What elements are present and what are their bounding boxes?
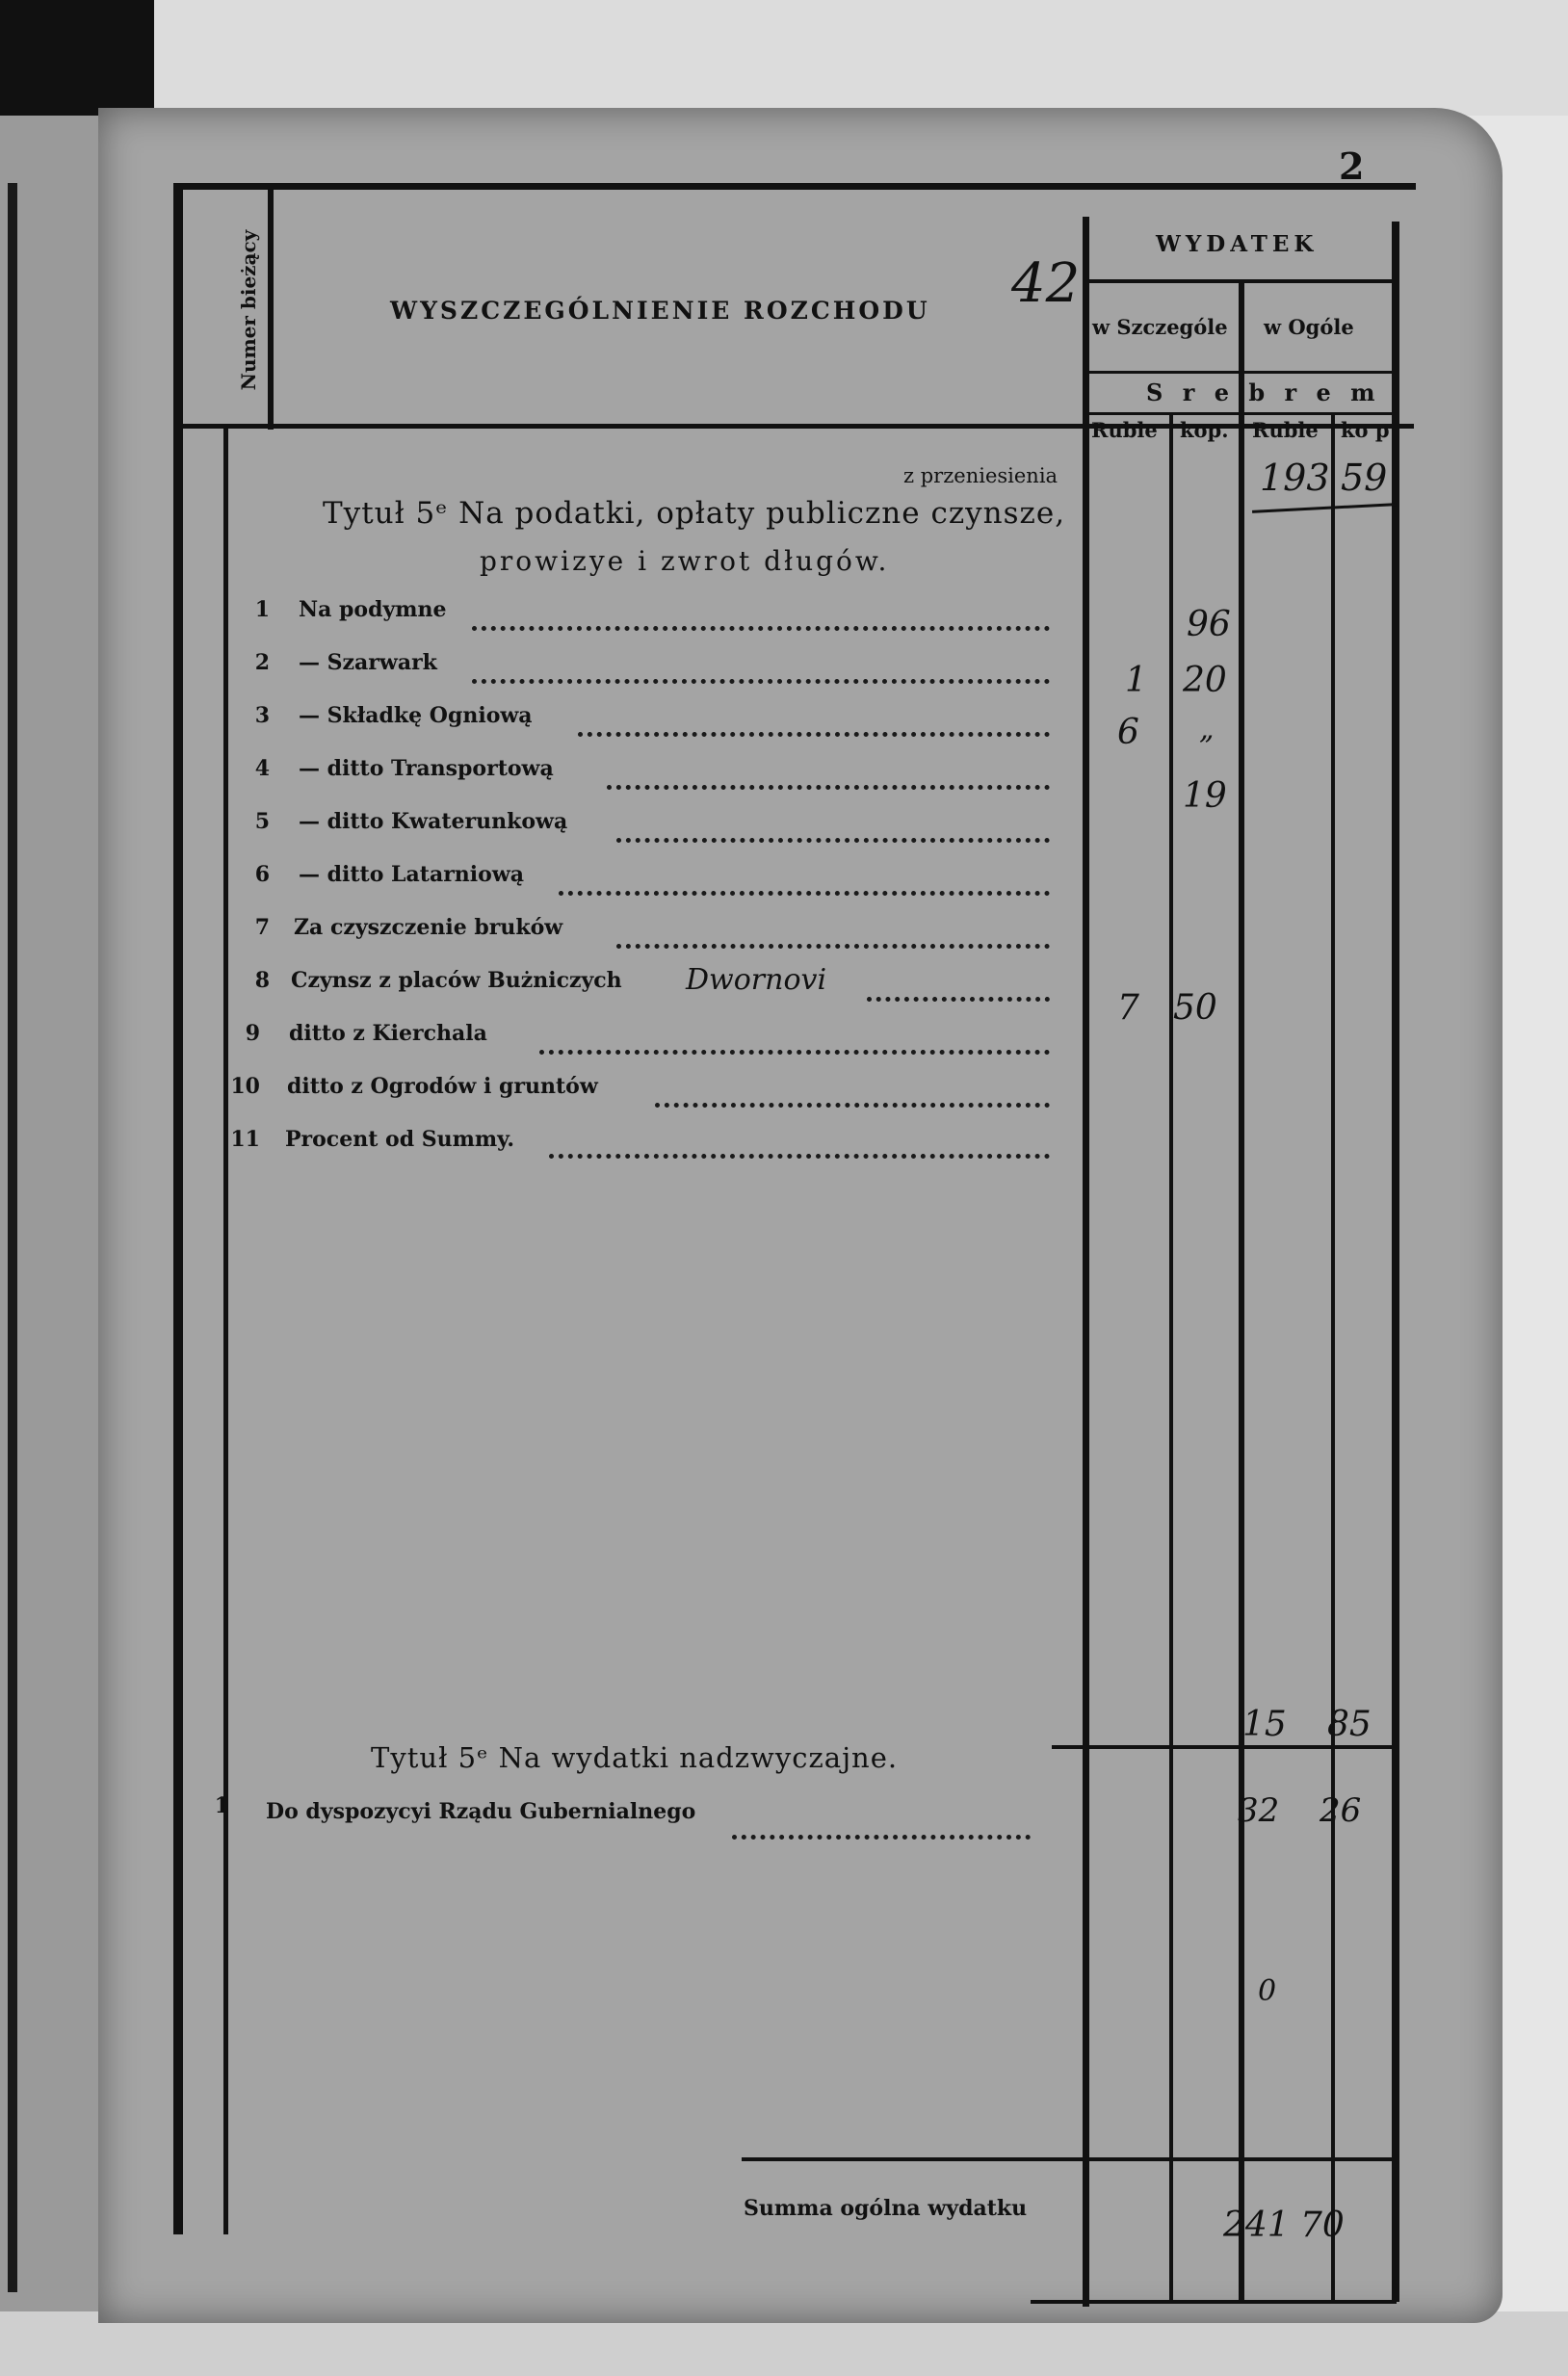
row-number: 1 [254,597,270,622]
carry-forward-label: z przeniesienia [903,464,1058,487]
section2-title: Tytuł 5ᵉ Na wydatki nadzwyczajne. [371,1741,899,1774]
number-column-rule-lower [223,424,228,2234]
detail-total-rule [1239,279,1244,2302]
subtotal-kopecks: 85 [1327,1705,1372,1744]
row-label: — ditto Kwaterunkową [299,809,568,834]
facing-page-edge [0,116,112,2311]
page-number: 2 [1339,144,1365,188]
row-label: ditto z Ogrodów i gruntów [287,1074,598,1099]
total-header: w Ogóle [1264,315,1354,339]
row-number: 7 [254,915,270,940]
section1-title-line1: Tytuł 5ᵉ Na podatki, opłaty publiczne czynsze, [323,496,1066,531]
currency-header: S r e b r e m [1146,379,1381,406]
expense-header: WYDATEK [1156,231,1319,257]
background-top [0,0,1568,116]
row-label: — Składkę Ogniową [299,703,533,728]
row-leader-dots [616,944,1050,949]
row-kopecks: 19 [1183,776,1227,816]
row-rubles: 32 [1238,1791,1280,1830]
zero-mark: 0 [1258,1974,1277,2008]
row-number: 5 [254,809,270,834]
page-title: WYSZCZEGÓLNIENIE ROZCHODU [390,297,930,325]
total-kop-rule [1331,414,1335,2302]
bottom-rule [1031,2300,1397,2304]
row-rubles: 1 [1125,661,1147,700]
subtotal-rubles: 15 [1242,1705,1287,1744]
row-leader-dots [655,1103,1050,1108]
expense-header-rule [1088,279,1397,283]
rubles-total-header: Ruble [1252,418,1319,442]
column-number-header: Numer bieżący [237,229,260,391]
row-leader-dots [559,891,1050,896]
row-leader-dots [472,679,1050,684]
row-leader-dots [867,997,1050,1002]
row-label: ditto z Kierchala [289,1021,487,1046]
row-number: 10 [230,1074,260,1099]
currency-bottom-rule [1088,412,1397,415]
row-kopecks: 20 [1183,661,1227,700]
detail-kop-rule [1169,414,1173,2302]
row-number: 3 [254,703,270,728]
row-label: — ditto Latarniową [299,862,525,887]
row-rubles: 7 [1117,988,1139,1028]
handwritten-note: Dwornovi [686,963,827,997]
row-label: — ditto Transportową [299,756,554,781]
row-number: 8 [254,968,270,993]
row-leader-dots [578,732,1050,737]
row-label: Procent od Summy. [285,1127,515,1152]
row-kopecks: 26 [1320,1791,1362,1830]
total-sum-kopecks: 70 [1300,2206,1345,2245]
total-sum-rubles: 241 [1223,2206,1290,2245]
row-kopecks: „ [1199,713,1215,746]
row-label: Za czyszczenie bruków [294,915,563,940]
row-number: 9 [245,1021,260,1046]
row-leader-dots [732,1835,1031,1840]
carry-total-kopecks: 59 [1341,457,1388,499]
row-number: 11 [230,1127,260,1152]
row-number: 1 [214,1793,229,1818]
row-leader-dots [616,838,1050,843]
frame-left-rule [173,183,183,2234]
row-label: — Szarwark [299,650,437,675]
row-number: 2 [254,650,270,675]
handwritten-page-number: 42 [1011,252,1081,315]
detail-header: w Szczególe [1092,315,1228,339]
section1-title-line2: prowizye i zwrot długów. [480,545,890,577]
expense-left-rule [1083,217,1089,2307]
sum-rule [742,2157,1397,2161]
currency-top-rule [1088,371,1397,374]
row-rubles: 6 [1117,713,1139,752]
row-kopecks: 96 [1187,605,1231,644]
expense-right-rule [1392,222,1399,2302]
row-number: 6 [254,862,270,887]
row-leader-dots [539,1050,1050,1055]
row-leader-dots [549,1154,1050,1159]
total-sum-label: Summa ogólna wydatku [744,2196,1028,2221]
row-label: Do dyspozycyi Rządu Gubernialnego [266,1799,696,1824]
row-leader-dots [607,785,1050,790]
row-leader-dots [472,626,1050,631]
rubles-header: Ruble [1091,418,1158,442]
row-number: 4 [254,756,270,781]
row-kopecks: 50 [1173,988,1217,1028]
kopecks-header: kop. [1180,418,1229,442]
subtotal-rule [1052,1745,1397,1749]
header-bottom-rule [181,424,1414,429]
facing-page-rule [8,183,17,2292]
row-label: Czynsz z placów Bużniczych [291,968,622,993]
carry-total-rubles: 193 [1260,457,1330,499]
frame-top-rule [173,183,1416,190]
number-column-rule [268,189,274,430]
row-label: Na podymne [299,597,447,622]
kopecks-total-header: ko p [1341,418,1390,442]
